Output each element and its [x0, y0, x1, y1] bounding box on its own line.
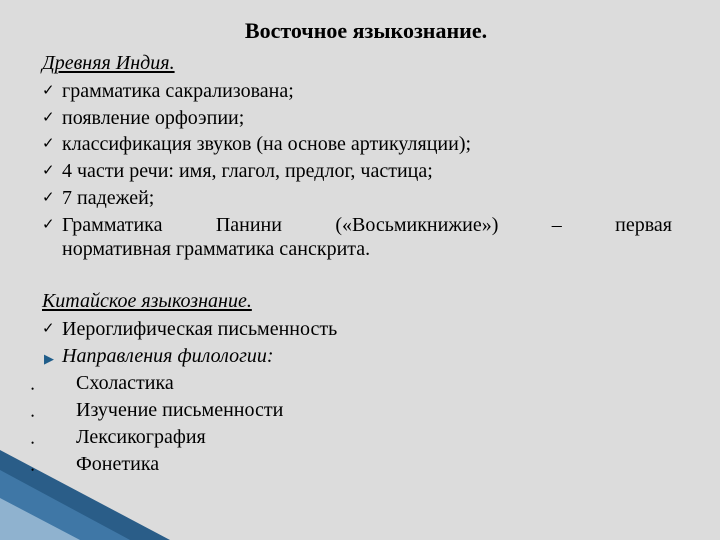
dot-bullet-icon: •	[31, 438, 35, 448]
dot-bullet-icon: •	[31, 411, 35, 421]
dot-bullet-icon: •	[31, 384, 35, 394]
checkmark-icon: ✓	[42, 110, 55, 126]
checkmark-icon: ✓	[42, 217, 55, 233]
triangle-arrow-icon: ▶	[44, 351, 54, 366]
checkmark-icon: ✓	[42, 83, 55, 99]
checkmark-icon: ✓	[42, 190, 55, 206]
china-heading: Китайское языкознание.	[42, 290, 252, 312]
india-heading: Древняя Индия.	[42, 52, 175, 74]
checkmark-icon: ✓	[42, 163, 55, 179]
checkmark-icon: ✓	[42, 321, 55, 337]
slide-title: Восточное языкознание.	[244, 18, 488, 43]
dot-bullet-icon: •	[31, 465, 35, 475]
checkmark-icon: ✓	[42, 136, 55, 152]
